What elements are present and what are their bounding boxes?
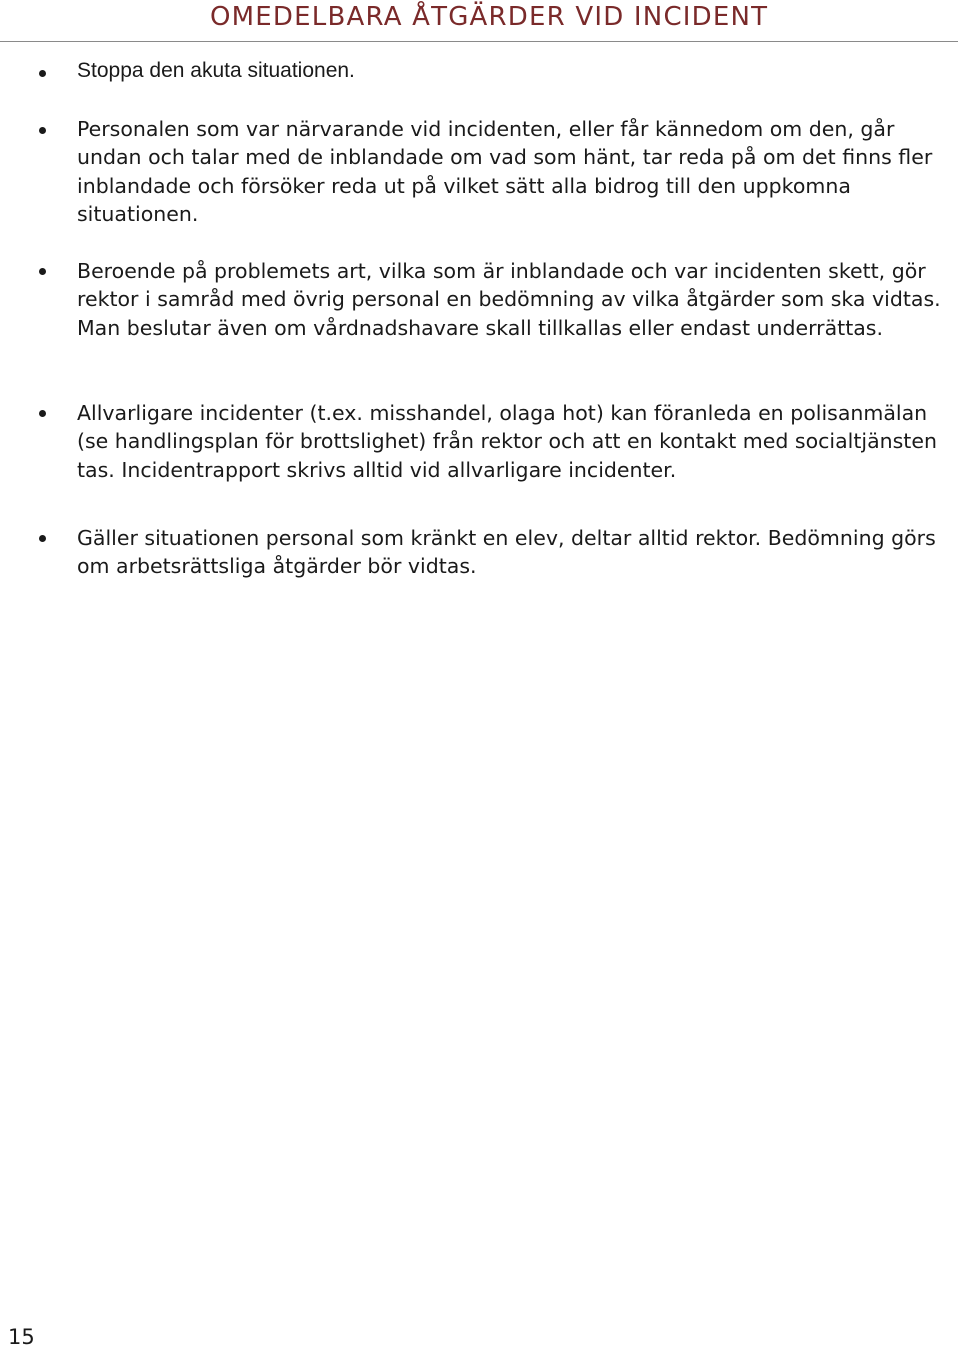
list-item-text: Personalen som var närvarande vid incidenten, eller får kännedom om den, går undan och talar med de inblandade om vad som hänt, tar reda på om det finns fler inblandade och försöker reda ut på vilket sätt alla bidrog till den uppkomna situationen. bbox=[77, 117, 933, 226]
page-number: 15 bbox=[8, 1325, 35, 1349]
bullet-icon bbox=[39, 268, 46, 275]
bullet-icon bbox=[39, 127, 46, 134]
bullet-icon bbox=[39, 70, 46, 77]
bullet-icon bbox=[39, 535, 46, 542]
list-item-text: Allvarligare incidenter (t.ex. misshandel, olaga hot) kan föranleda en polisanmälan (se handlingsplan för brottslighet) från rektor och att en kontakt med socialtjänsten tas. Incidentrapport skrivs alltid vid allvarligare incidenter. bbox=[77, 401, 937, 482]
list-item-text: Stoppa den akuta situationen. bbox=[77, 59, 355, 82]
section-title: OMEDELBARA ÅTGÄRDER VID INCIDENT bbox=[210, 2, 769, 32]
bullet-icon bbox=[39, 410, 46, 417]
list-item-text: Gäller situationen personal som kränkt en elev, deltar alltid rektor. Bedömning görs om arbetsrättsliga åtgärder bör vidtas. bbox=[77, 526, 936, 579]
list-item-text: Beroende på problemets art, vilka som är inblandade och var incidenten skett, gör rektor i samråd med övrig personal en bedömning av vilka åtgärder som ska vidtas. Man beslutar även om vårdnadshavare skall tillkallas eller endast underrättas. bbox=[77, 259, 941, 340]
header-divider bbox=[0, 41, 958, 42]
